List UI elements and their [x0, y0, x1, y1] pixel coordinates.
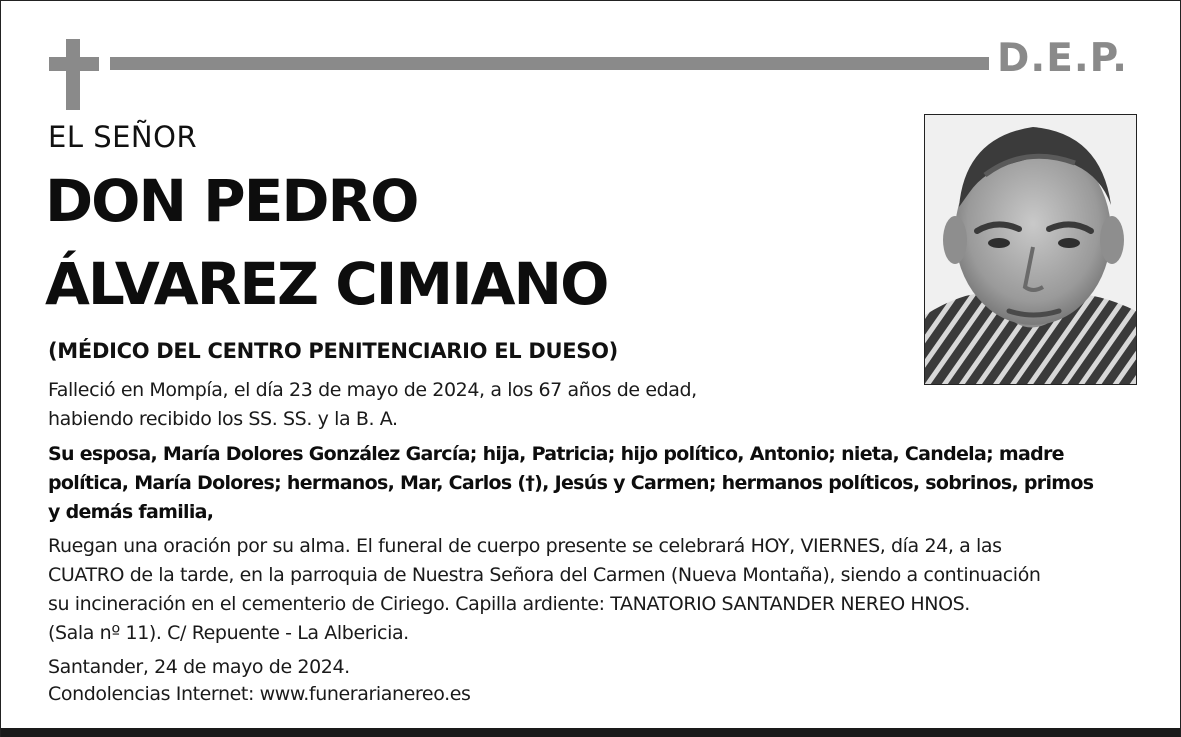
funeral-line: CUATRO de la tarde, en la parroquia de Nuestra Señora del Carmen (Nueva Montaña), siendo a continuación: [48, 564, 1041, 586]
decease-line: habiendo recibido los SS. SS. y la B. A.: [48, 408, 398, 430]
funeral-line: (Sala nº 11). C/ Repuente - La Albericia.: [48, 622, 409, 644]
funeral-line: su incineración en el cementerio de Ciriego. Capilla ardiente: TANATORIO SANTANDER NEREO HNOS.: [48, 593, 970, 615]
honorific: EL SEÑOR: [48, 120, 198, 154]
funeral-line: Ruegan una oración por su alma. El funeral de cuerpo presente se celebrará HOY, VIERNES, día 24, a las: [48, 535, 1002, 557]
dep-label: D.E.P.: [997, 36, 1128, 81]
deceased-name-line-1: DON PEDRO: [45, 167, 418, 235]
deceased-name-line-2: ÁLVAREZ CIMIANO: [45, 250, 608, 318]
family-line: y demás familia,: [48, 501, 214, 523]
condolences-line: Condolencias Internet: www.funerarianereo.es: [48, 683, 471, 705]
family-line: política, María Dolores; hermanos, Mar, Carlos (†), Jesús y Carmen; hermanos políticos, sobrinos, primos: [48, 472, 1094, 494]
family-line: Su esposa, María Dolores González García; hija, Patricia; hijo político, Antonio; nieta, Candela; madre: [48, 443, 1064, 465]
occupation: (MÉDICO DEL CENTRO PENITENCIARIO EL DUESO): [48, 339, 618, 363]
portrait-photo: [924, 114, 1137, 385]
header-rule: [110, 57, 989, 70]
bottom-rule: [1, 728, 1180, 737]
decease-line: Falleció en Mompía, el día 23 de mayo de 2024, a los 67 años de edad,: [48, 379, 697, 401]
place-and-date: Santander, 24 de mayo de 2024.: [48, 656, 350, 678]
